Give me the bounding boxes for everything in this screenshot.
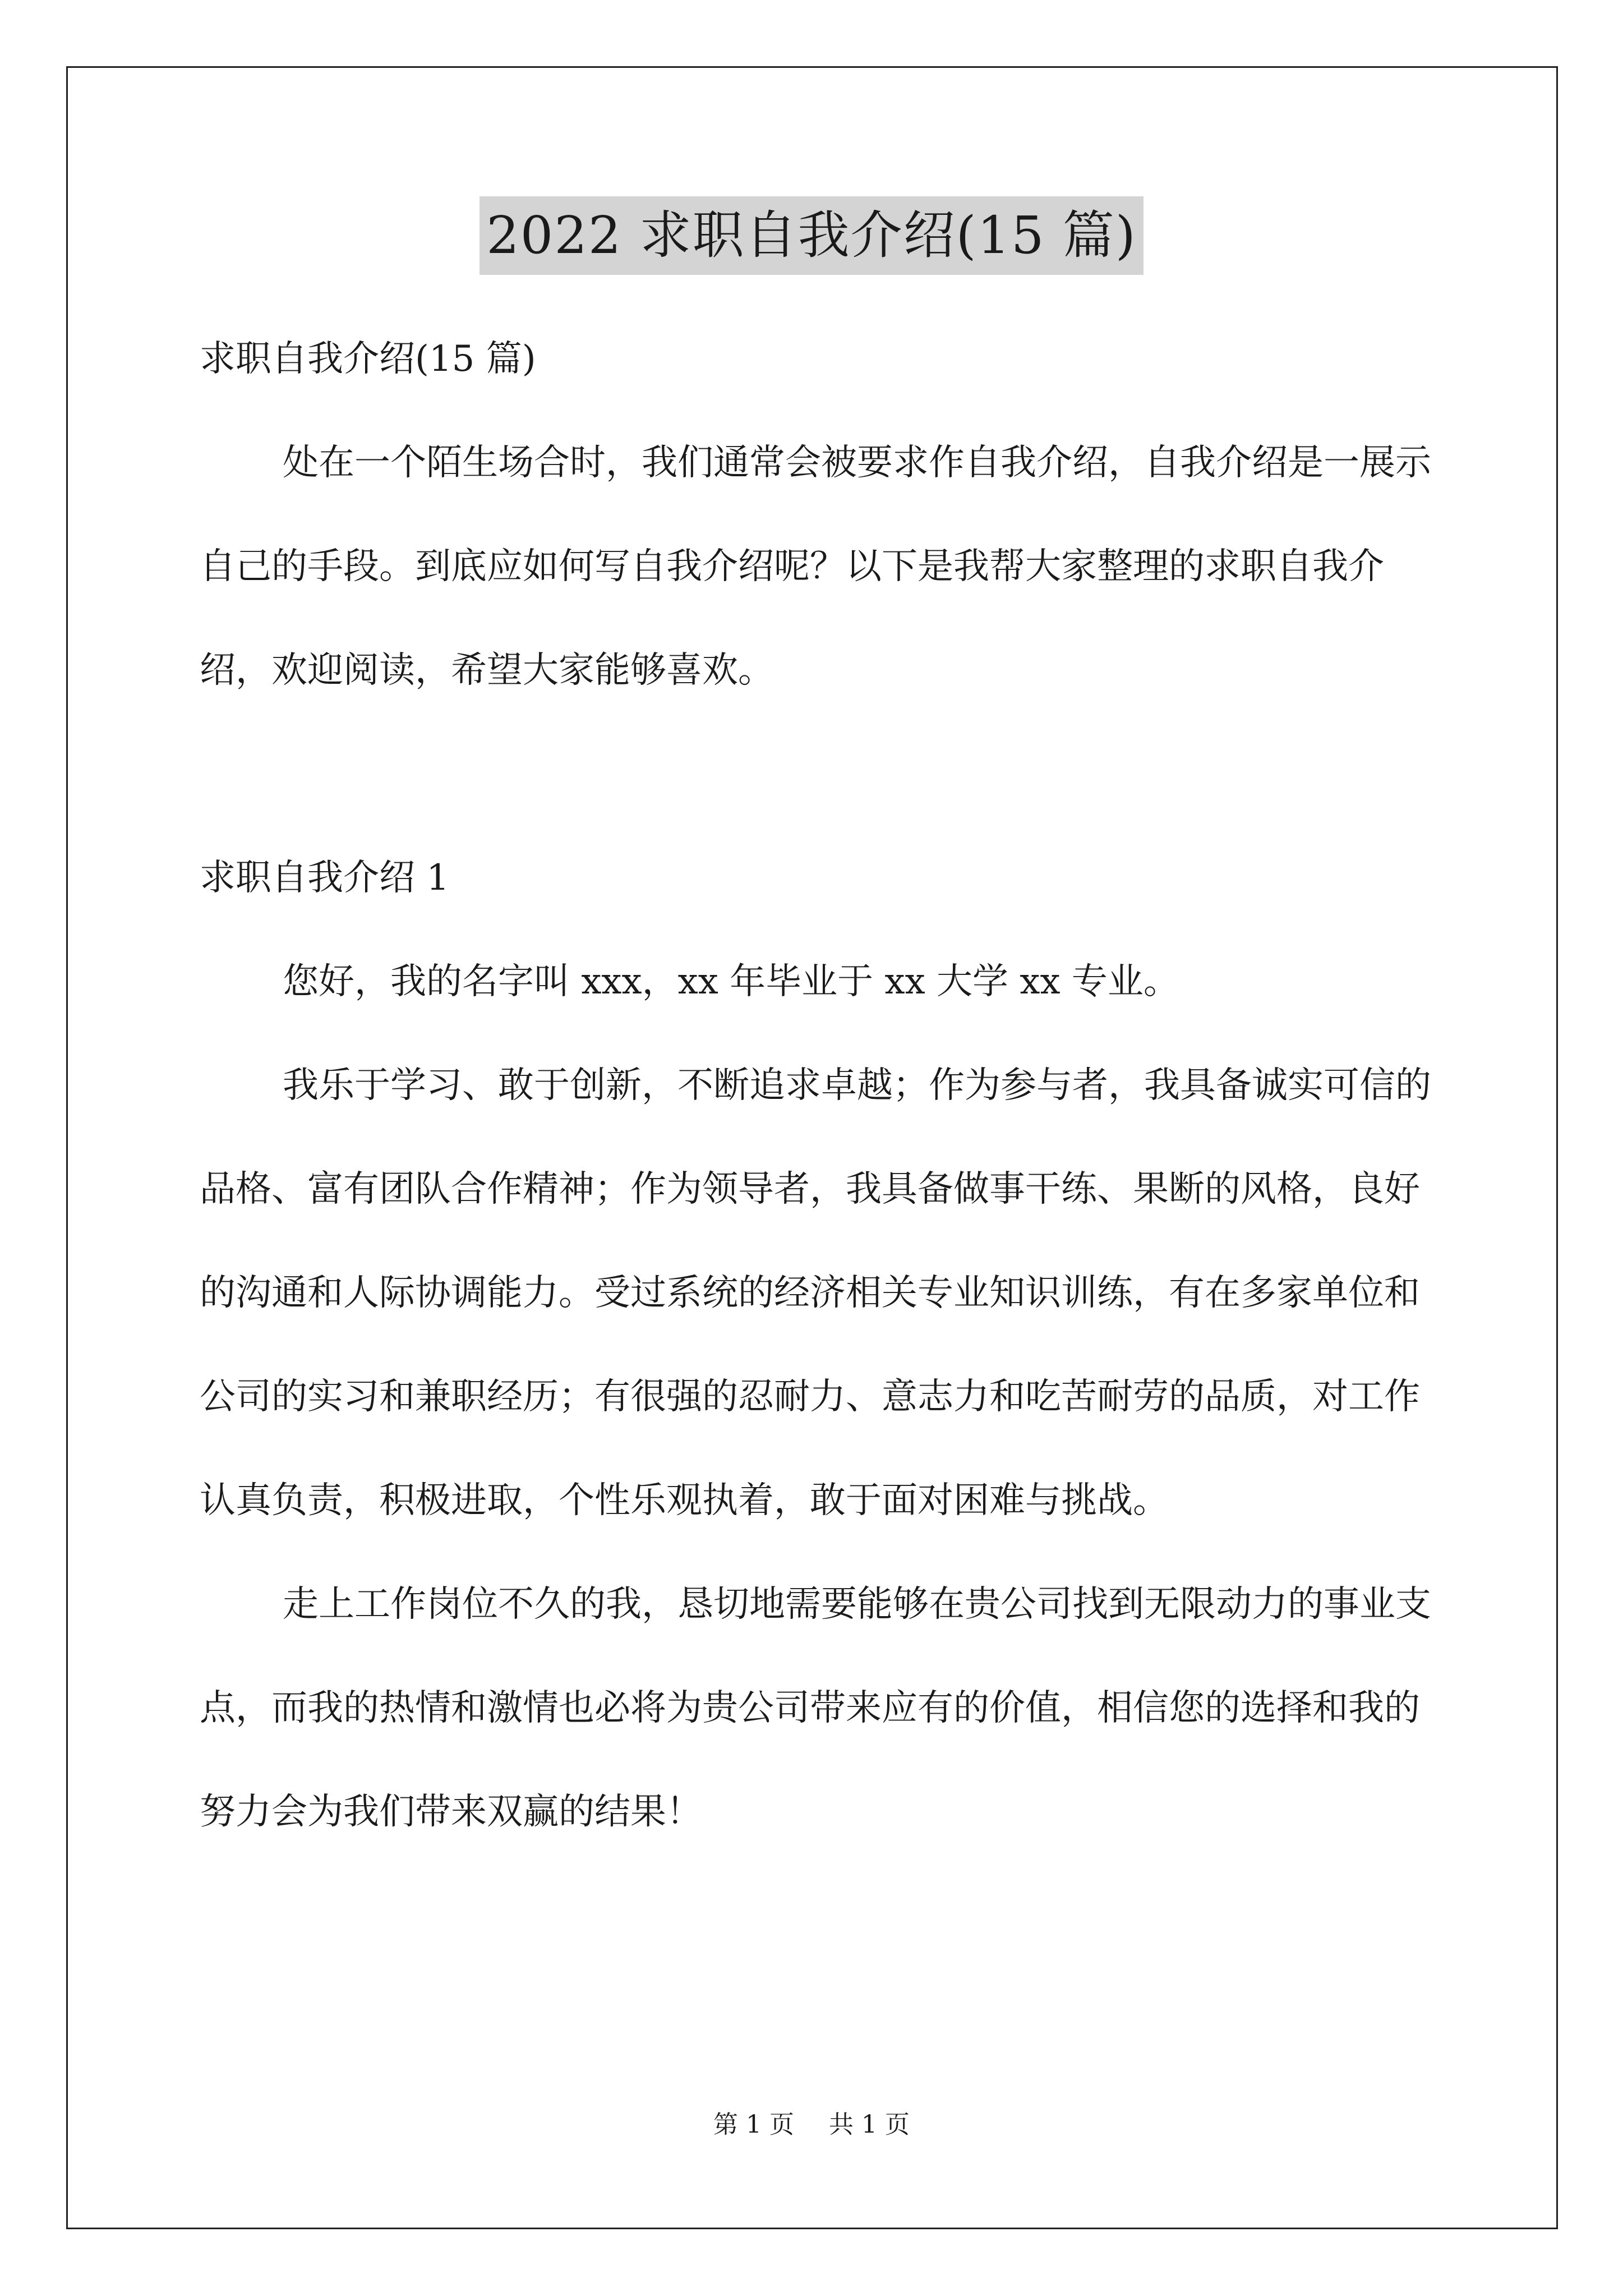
document-body [200, 307, 1433, 1864]
page-number: 第 1 页 [713, 2110, 794, 2139]
body-paragraph: 我乐于学习、敢于创新，不断追求卓越；作为参与者，我具备诚实可信的品格、富有团队合作精神；作为领导者，我具备做事干练、果断的风格，良好的沟通和人际协调能力。受过系统的经济相关专业知识训练，有在多家单位和公司的实习和兼职经历；有很强的忍耐力、意志力和吃苦耐劳的品质，对工作认真负责，积极进取，个性乐观执着，敢于面对困难与挑战。 [200, 1065, 1431, 1521]
body-paragraph: 您好，我的名字叫 xxx，xx 年毕业于 xx 大学 xx 专业。 [283, 961, 1179, 1002]
section-heading: 求职自我介绍 1 [200, 857, 450, 899]
document-subtitle: 求职自我介绍(15 篇) [200, 338, 536, 380]
page-footer [0, 2108, 1623, 2142]
title-container [0, 196, 1623, 275]
page-total: 共 1 页 [829, 2110, 910, 2139]
intro-paragraph: 处在一个陌生场合时，我们通常会被要求作自我介绍，自我介绍是一展示自己的手段。到底应如何写自我介绍呢？以下是我帮大家整理的求职自我介绍，欢迎阅读，希望大家能够喜欢。 [200, 442, 1431, 691]
body-paragraph: 走上工作岗位不久的我，恳切地需要能够在贵公司找到无限动力的事业支点，而我的热情和激情也必将为贵公司带来应有的价值，相信您的选择和我的努力会为我们带来双赢的结果！ [200, 1584, 1431, 1833]
document-title: 2022 求职自我介绍(15 篇) [479, 196, 1143, 275]
